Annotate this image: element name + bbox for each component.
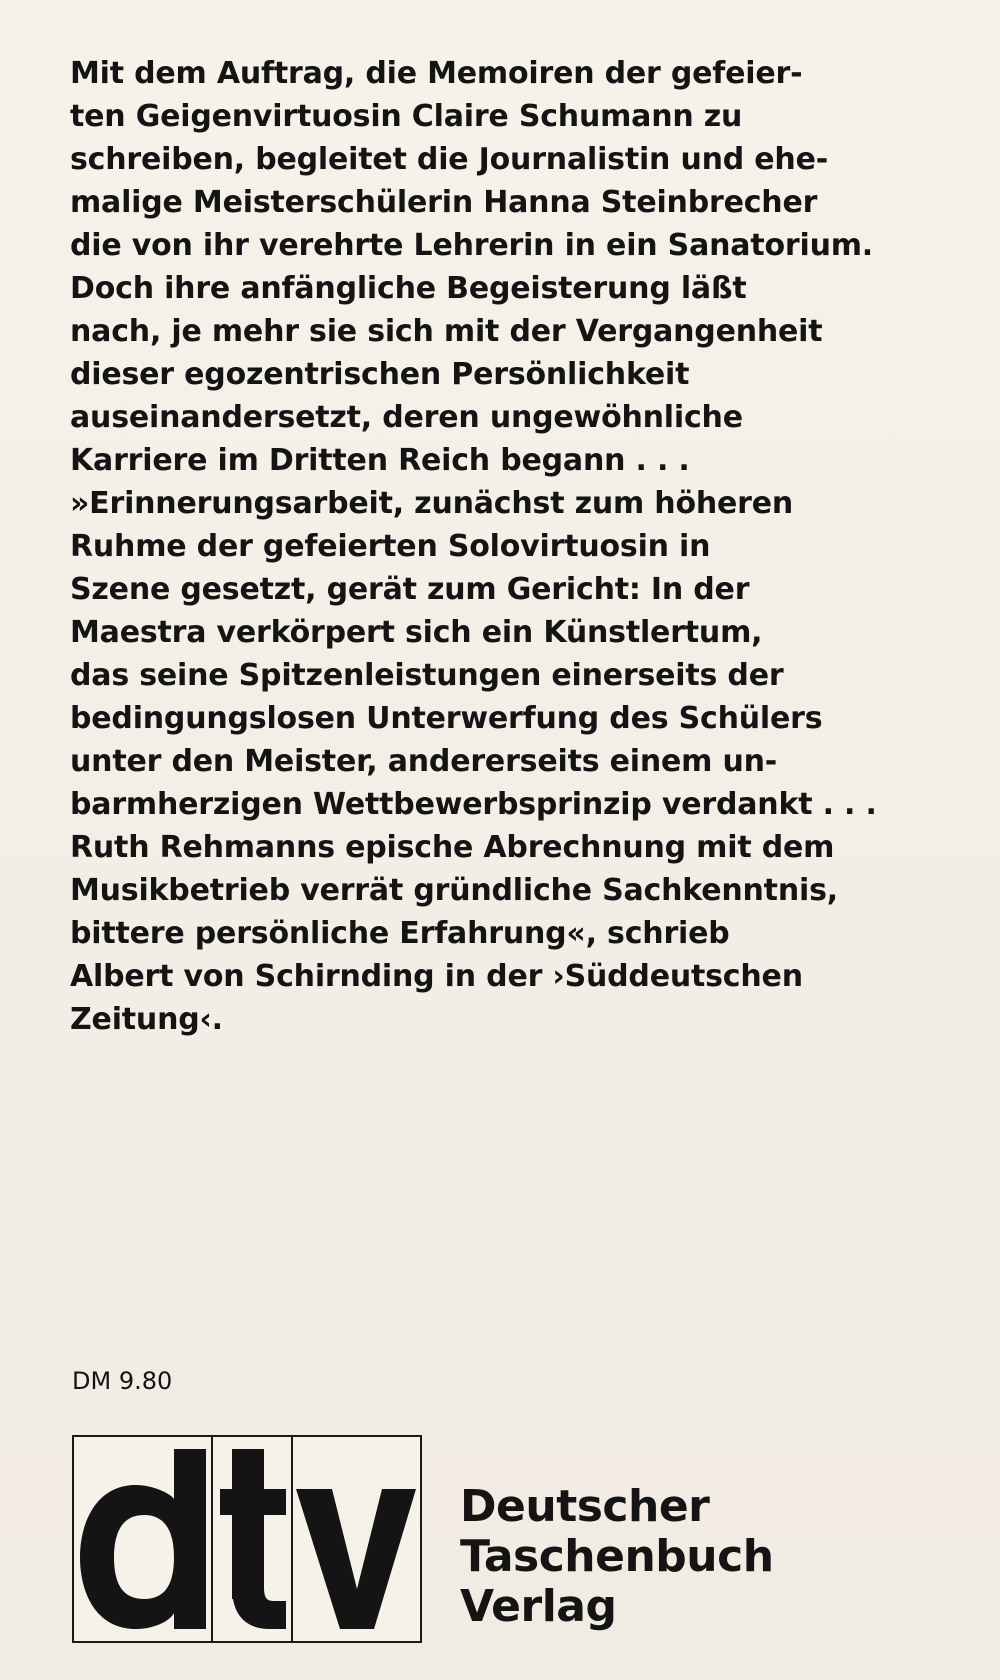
blurb-text: [70, 52, 950, 1041]
blurb-line: unter den Meister, andererseits einem un-: [70, 744, 778, 779]
logo-letter-d: [80, 1449, 206, 1629]
blurb-line: Ruhme der gefeierten Solovirtuosin in: [70, 529, 711, 564]
blurb-line: Albert von Schirnding in der ›Süddeutschen: [70, 959, 803, 994]
blurb-line: bedingungslosen Unterwerfung des Schülers: [70, 701, 823, 736]
blurb-line: barmherzigen Wettbewerbsprinzip verdankt . . .: [70, 787, 877, 822]
blurb-line: dieser egozentrischen Persönlichkeit: [70, 357, 690, 392]
publisher-line: Deutscher: [460, 1481, 710, 1532]
blurb-line: Mit dem Auftrag, die Memoiren der gefeier-: [70, 56, 803, 91]
dtv-logo-mark: [74, 1437, 420, 1641]
logo-letter-v: [296, 1489, 416, 1629]
price-label: DM 9.80: [72, 1367, 173, 1395]
blurb-line: Musikbetrieb verrät gründliche Sachkenntnis,: [70, 873, 838, 908]
blurb-line: Doch ihre anfängliche Begeisterung läßt: [70, 271, 747, 306]
publisher-line: Verlag: [460, 1581, 617, 1632]
blurb-line: bittere persönliche Erfahrung«, schrieb: [70, 916, 730, 951]
blurb-line: Karriere im Dritten Reich begann . . .: [70, 443, 690, 478]
blurb-line: auseinandersetzt, deren ungewöhnliche: [70, 400, 743, 435]
publisher-name: [460, 1482, 774, 1632]
dtv-logo: [72, 1435, 422, 1643]
publisher-line: Taschenbuch: [460, 1531, 774, 1582]
blurb-line: Szene gesetzt, gerät zum Gericht: In der: [70, 572, 750, 607]
blurb-line: Ruth Rehmanns epische Abrechnung mit dem: [70, 830, 835, 865]
blurb-line: schreiben, begleitet die Journalistin und ehe-: [70, 142, 828, 177]
blurb-line: ten Geigenvirtuosin Claire Schumann zu: [70, 99, 743, 134]
blurb-line: das seine Spitzenleistungen einerseits der: [70, 658, 784, 693]
blurb-line: Maestra verkörpert sich ein Künstlertum,: [70, 615, 763, 650]
blurb-line: malige Meisterschülerin Hanna Steinbrecher: [70, 185, 818, 220]
blurb-line: nach, je mehr sie sich mit der Vergangenheit: [70, 314, 823, 349]
logo-letter-t: [220, 1449, 286, 1629]
blurb-line: Zeitung‹.: [70, 1002, 223, 1037]
blurb-line: »Erinnerungsarbeit, zunächst zum höheren: [70, 486, 794, 521]
blurb-line: die von ihr verehrte Lehrerin in ein Sanatorium.: [70, 228, 873, 263]
